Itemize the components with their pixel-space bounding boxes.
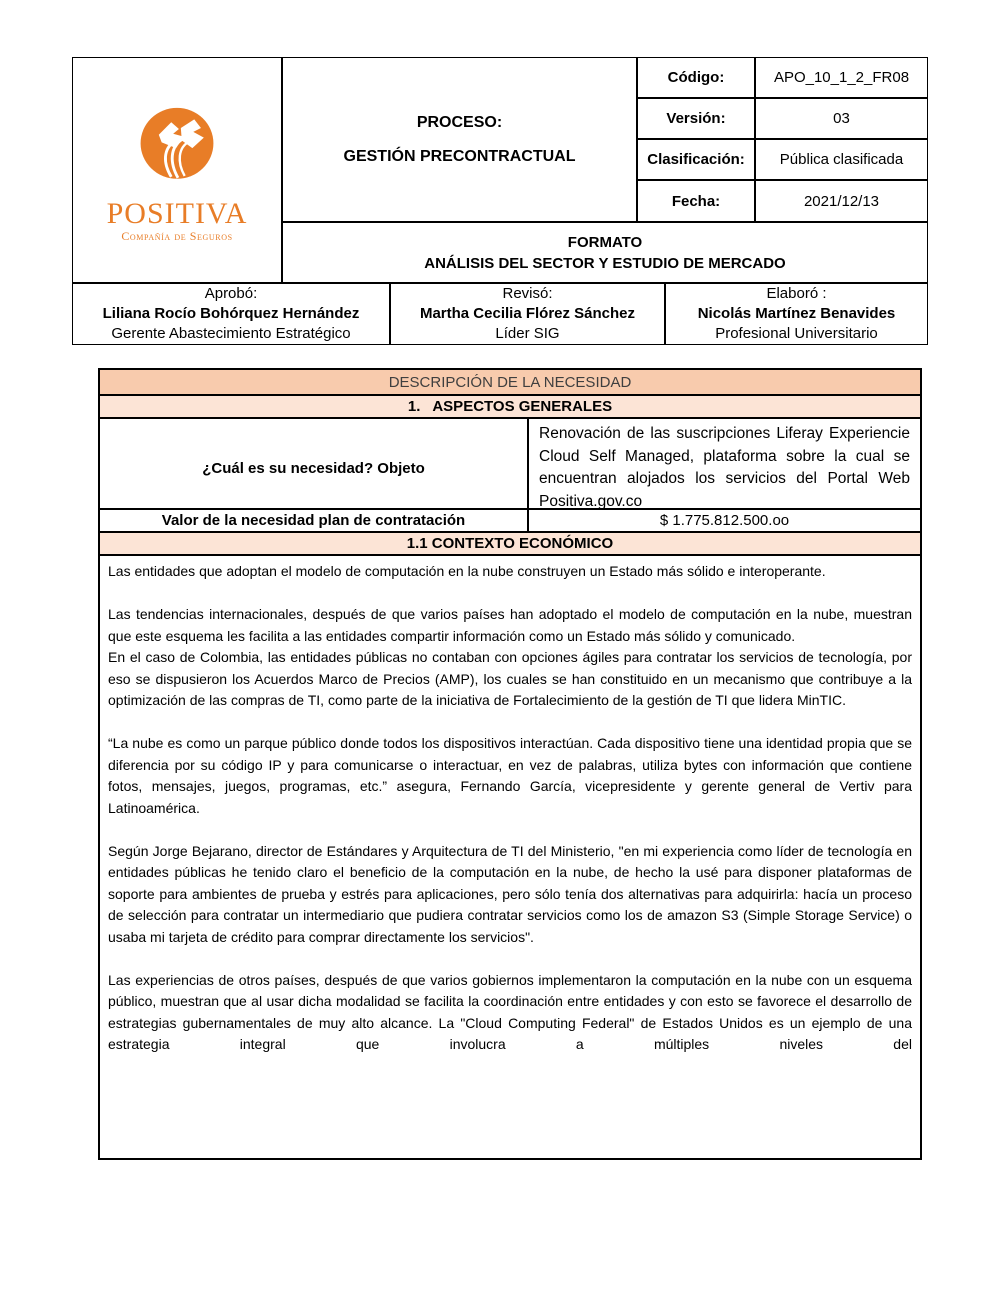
meta-value-clasificacion: Pública clasificada xyxy=(755,139,928,180)
signoff-name: Nicolás Martínez Benavides xyxy=(697,305,896,322)
signoff-role: Revisó: xyxy=(502,285,553,302)
document-header-table xyxy=(72,57,928,345)
process-cell xyxy=(282,57,637,222)
valor-row xyxy=(100,508,920,531)
meta-value-fecha: 2021/12/13 xyxy=(755,180,928,222)
meta-label-codigo: Código: xyxy=(637,57,755,98)
objeto-label: ¿Cuál es su necesidad? Objeto xyxy=(202,459,425,477)
format-title-line1: FORMATO xyxy=(567,233,643,251)
body-paragraph: Las tendencias internacionales, después de que varios países han adoptado el modelo de computación en la nube, muestran que este esquema les facilita a las entidades compartir información como un Estado más sólido y comunicado. xyxy=(108,606,912,644)
signoff-row xyxy=(72,283,928,345)
signoff-aprobo xyxy=(72,283,390,345)
company-logo xyxy=(72,57,282,283)
positiva-logo-icon xyxy=(129,105,225,197)
meta-label-fecha: Fecha: xyxy=(637,180,755,222)
valor-label: Valor de la necesidad plan de contratación xyxy=(161,512,466,529)
signoff-name: Martha Cecilia Flórez Sánchez xyxy=(419,305,636,322)
objeto-text: Renovación de las suscripciones Liferay Experiencie Cloud Self Managed, plataforma sobre la cual se encuentran alojados los servicios del Portal Web Positiva.gov.co xyxy=(527,419,920,517)
signoff-title: Profesional Universitario xyxy=(715,325,878,342)
section-title-necesidad: DESCRIPCIÓN DE LA NECESIDAD xyxy=(100,370,920,394)
body-paragraph: Las experiencias de otros países, después de que varios gobiernos implementaron la computación en la nube con un esquema público, muestran que al usar dicha modalidad se facilita la coordinación entre entidades y con esto se favorece el desarrollo de estrategias gubernamentales de muy alto alcance. La "Cloud Computing Federal" de Estados Unidos es un ejemplo de una estrategia integral que involucra a múltiples niveles del xyxy=(108,971,912,1052)
objeto-row xyxy=(100,417,920,508)
logo-brand-text: POSITIVA xyxy=(106,196,248,230)
signoff-title: Gerente Abastecimiento Estratégico xyxy=(111,325,351,342)
signoff-name: Liliana Rocío Bohórquez Hernández xyxy=(102,305,360,322)
body-paragraph: En el caso de Colombia, las entidades públicas no contaban con opciones ágiles para contratar los servicios de tecnología, por eso se dispusieron los Acuerdos Marco de Precios (AMP), los cuales se han constituido en un mecanismo que contribuye a la optimización de las compras de TI, como parte de la iniciativa de Fortalecimiento de la gestión de TI que lidera MinTIC. xyxy=(108,649,912,708)
section-heading-aspectos-generales: 1. ASPECTOS GENERALES xyxy=(100,394,920,417)
meta-value-codigo: APO_10_1_2_FR08 xyxy=(755,57,928,98)
signoff-role: Aprobó: xyxy=(204,285,258,302)
body-paragraph: Las entidades que adoptan el modelo de computación en la nube construyen un Estado más sólido e interoperante. xyxy=(108,563,826,579)
process-name: GESTIÓN PRECONTRACTUAL xyxy=(343,147,576,165)
signoff-title: Líder SIG xyxy=(495,325,560,342)
signoff-elaboro xyxy=(665,283,928,345)
valor-amount: $ 1.775.812.500.oo xyxy=(527,510,920,531)
logo-tagline-text: Compañía de Seguros xyxy=(121,228,233,243)
need-description-table xyxy=(98,368,922,1160)
process-label: PROCESO: xyxy=(416,113,503,131)
signoff-reviso xyxy=(390,283,665,345)
format-title-cell xyxy=(282,222,928,283)
section-heading-contexto-economico: 1.1 CONTEXTO ECONÓMICO xyxy=(100,531,920,554)
body-paragraph: “La nube es como un parque público donde todos los dispositivos interactúan. Cada dispositivo tiene una identidad propia que se diferencia por su código IP y para comunicarse o interactuar, en vez de palabras, utiliza bytes con información que contiene fotos, mensajes, juegos, programas, etc.” asegura, Fernando García, vicepresidente y gerente general de Vertiv para Latinoamérica. xyxy=(108,735,912,816)
format-title-line2: ANÁLISIS DEL SECTOR Y ESTUDIO DE MERCADO xyxy=(424,254,786,272)
meta-value-version: 03 xyxy=(755,98,928,139)
meta-label-version: Versión: xyxy=(637,98,755,139)
context-economico-body xyxy=(100,554,920,1158)
body-paragraph: Según Jorge Bejarano, director de Estándares y Arquitectura de TI del Ministerio, "en mi experiencia como líder de tecnología en entidades públicas he tenido claro el beneficio de la computación en la nube, de hecho la usé para disponer plataformas de soporte para ambientes de prueba y estrés para aplicaciones, pero sólo tenía dos alternativas para adquirirla: hacía un proceso de selección para contratar un intermediario que pudiera contratar servicios como los de amazon S3 (Simple Storage Service) o usaba mi tarjeta de crédito para comprar directamente los servicios". xyxy=(108,842,912,945)
meta-label-clasificacion: Clasificación: xyxy=(637,139,755,180)
signoff-role: Elaboró : xyxy=(766,285,827,302)
